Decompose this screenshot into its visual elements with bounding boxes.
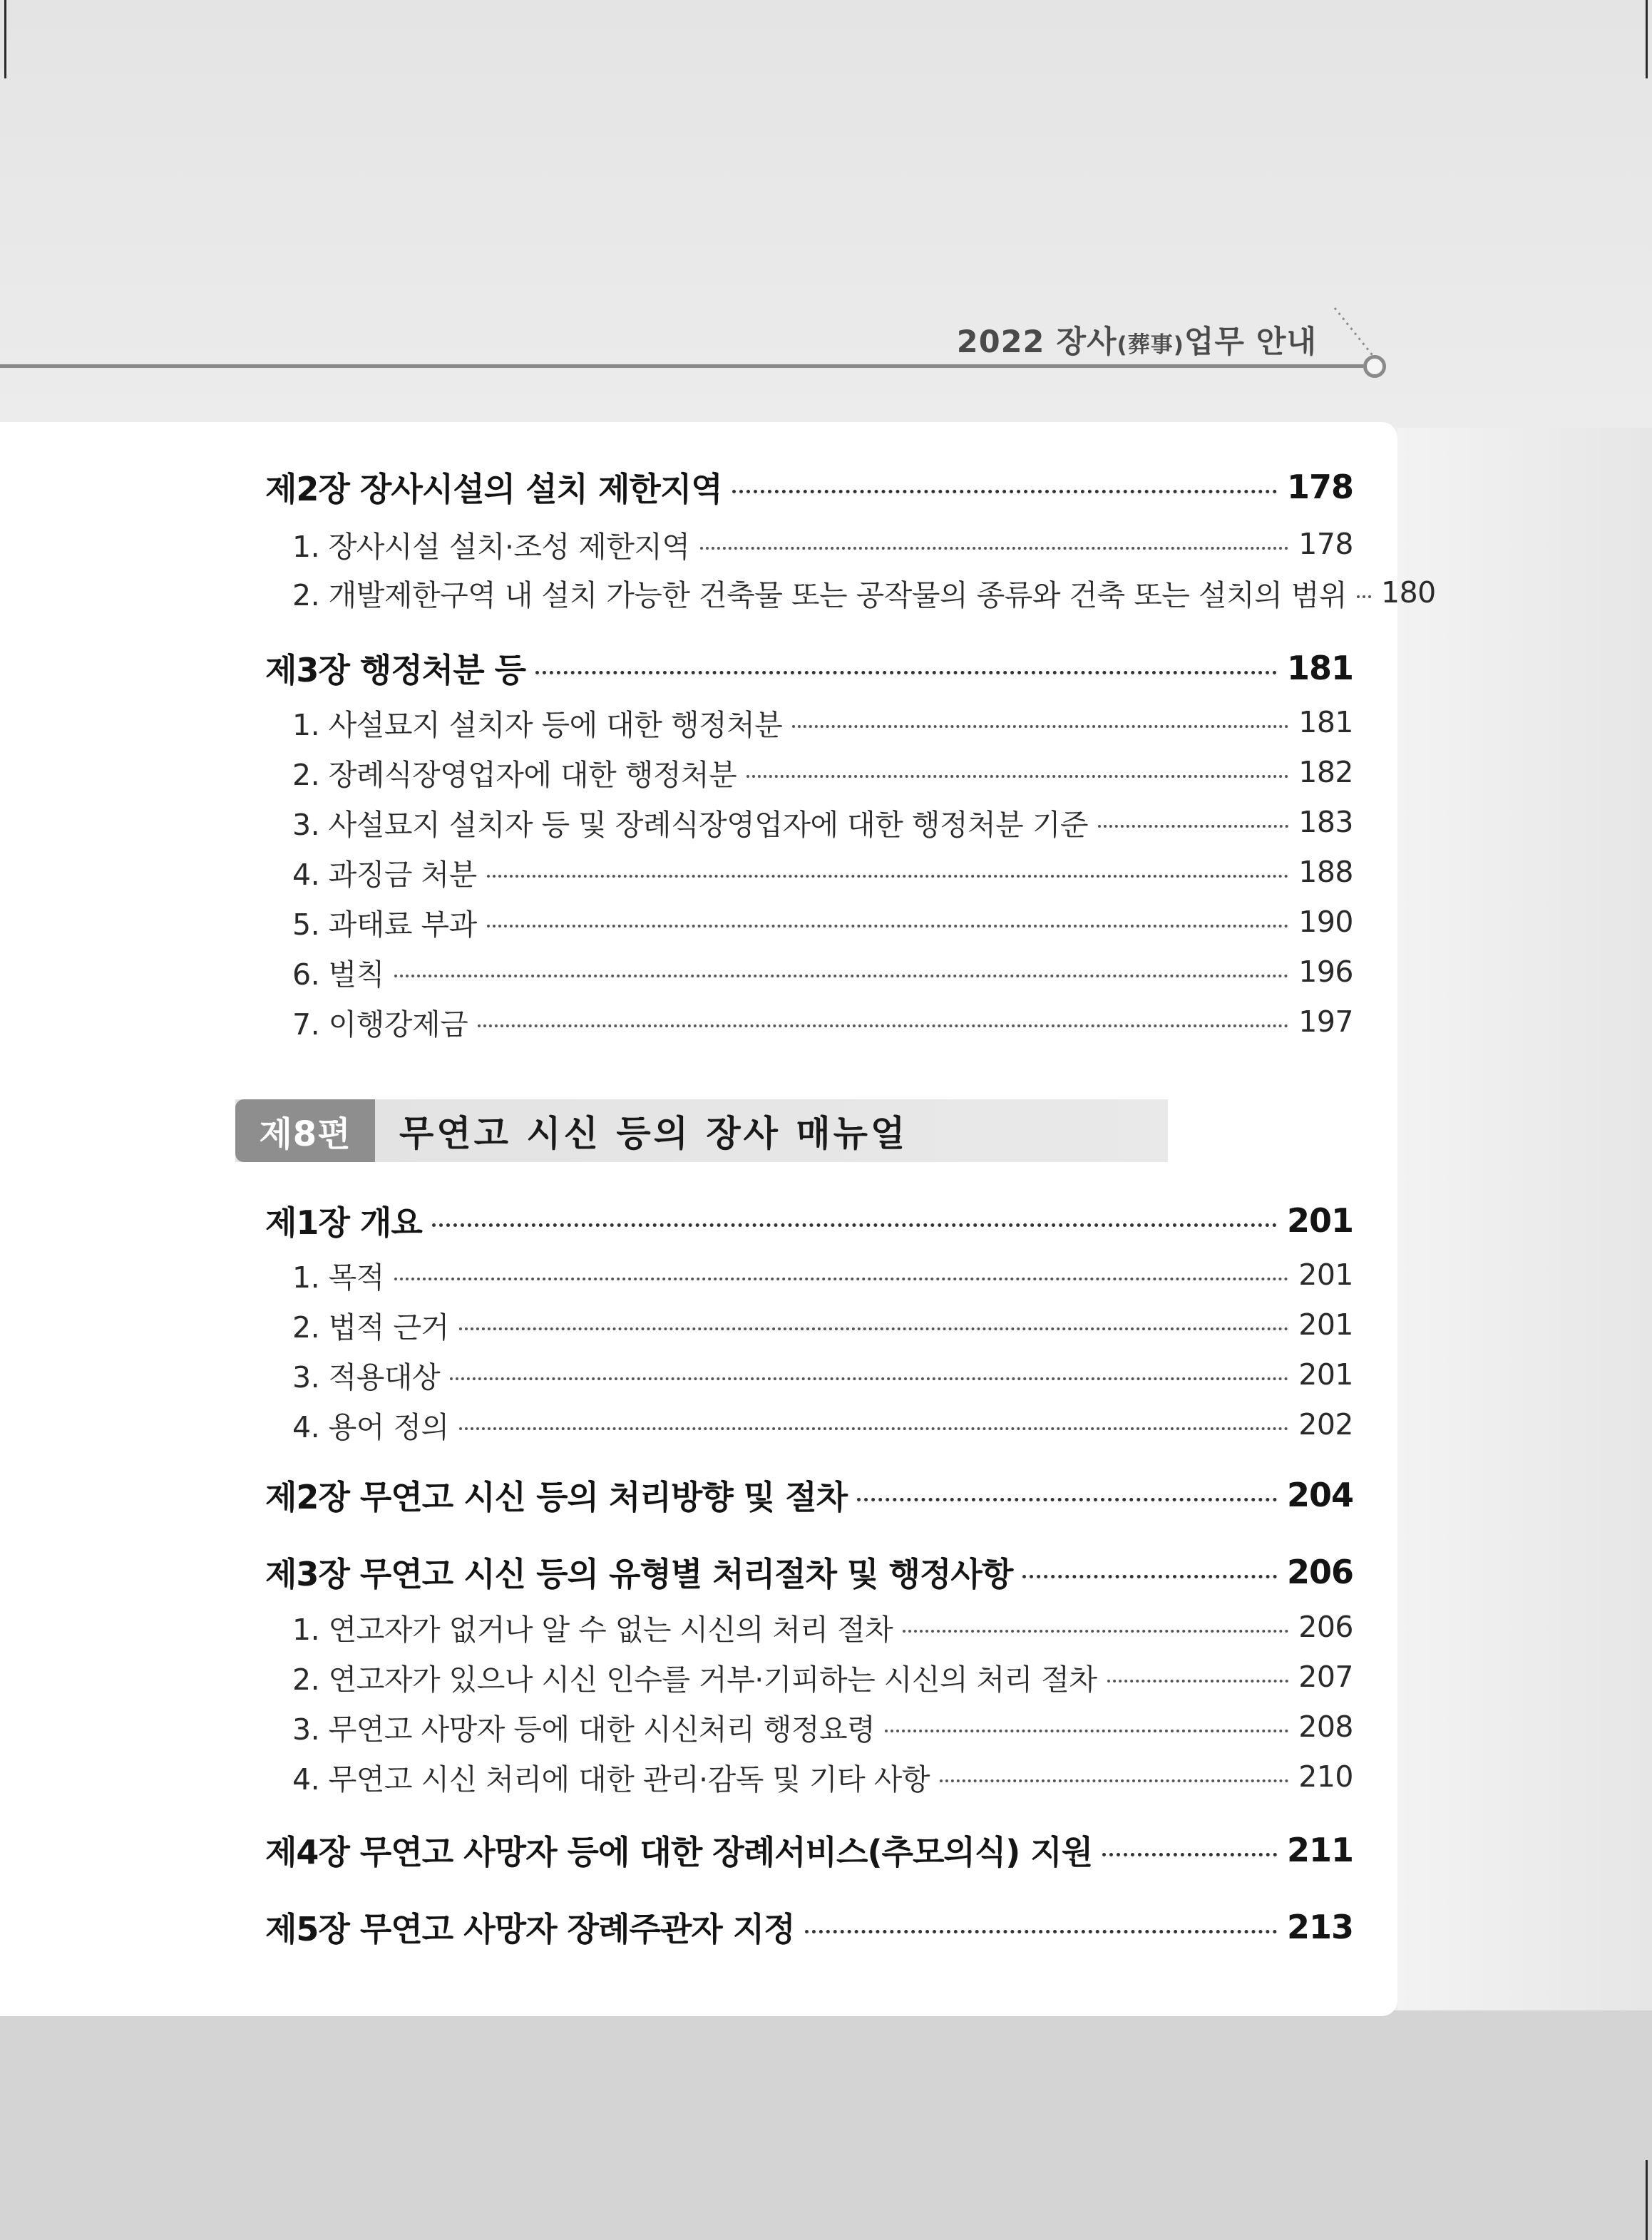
toc-section-entry bbox=[292, 852, 1353, 892]
crop-mark bbox=[4, 0, 6, 78]
toc-chapter-entry bbox=[265, 646, 1353, 690]
toc-page-number: 202 bbox=[1298, 1407, 1353, 1442]
toc-entry-label: 4. 무연고 시신 처리에 대한 관리·감독 및 기타 사항 bbox=[292, 1762, 930, 1797]
toc-section-entry bbox=[292, 1657, 1353, 1697]
toc-entry-label: 1. 사설묘지 설치자 등에 대한 행정처분 bbox=[292, 707, 783, 742]
toc-page-number: 188 bbox=[1298, 855, 1353, 889]
toc-entry-label: 제2장 무연고 시신 등의 처리방향 및 절차 bbox=[265, 1478, 848, 1516]
toc-page-number: 181 bbox=[1298, 705, 1353, 739]
toc-chapter-entry bbox=[265, 1905, 1353, 1949]
toc-dot-leader bbox=[747, 775, 1288, 778]
toc-dot-leader bbox=[903, 1630, 1288, 1633]
toc-dot-leader bbox=[857, 1498, 1277, 1501]
toc-dot-leader bbox=[478, 1024, 1288, 1027]
toc-entry-label: 4. 과징금 처분 bbox=[292, 857, 477, 892]
toc-entry-label: 3. 사설묘지 설치자 등 및 장례식장영업자에 대한 행정처분 기준 bbox=[292, 807, 1089, 842]
toc-page-number: 178 bbox=[1286, 468, 1353, 506]
toc-entry-label: 5. 과태료 부과 bbox=[292, 907, 477, 942]
toc-dot-leader bbox=[940, 1779, 1288, 1782]
toc-page-number: 190 bbox=[1298, 905, 1353, 939]
toc-page-number: 206 bbox=[1286, 1553, 1353, 1591]
toc-dot-leader bbox=[459, 1327, 1289, 1330]
toc-dot-leader bbox=[432, 1223, 1277, 1227]
toc-dot-leader bbox=[732, 490, 1277, 493]
running-header-prefix: 2022 장사 bbox=[956, 324, 1117, 360]
toc-dot-leader bbox=[1357, 595, 1371, 598]
crop-mark bbox=[1646, 0, 1648, 78]
running-header-hanja: (葬事) bbox=[1117, 332, 1184, 358]
toc-entry-label: 제5장 무연고 사망자 장례주관자 지정 bbox=[265, 1910, 795, 1948]
header-circle-ornament bbox=[1363, 355, 1386, 378]
toc-entry-label: 1. 장사시설 설치·조성 제한지역 bbox=[292, 529, 690, 564]
toc-page-number: 201 bbox=[1298, 1258, 1353, 1292]
crop-mark bbox=[1646, 2160, 1648, 2240]
toc-entry-label: 제3장 무연고 시신 등의 유형별 처리절차 및 행정사항 bbox=[265, 1555, 1013, 1593]
toc-dot-leader bbox=[805, 1930, 1277, 1933]
toc-chapter-entry bbox=[265, 1198, 1353, 1243]
toc-section-entry bbox=[292, 1305, 1353, 1345]
toc-entry-label: 제3장 행정처분 등 bbox=[265, 651, 526, 689]
toc-section-entry bbox=[292, 802, 1353, 842]
toc-dot-leader bbox=[1107, 1680, 1289, 1682]
toc-page-number: 210 bbox=[1298, 1759, 1353, 1794]
page-background-right bbox=[1397, 428, 1652, 2010]
toc-dot-leader bbox=[1098, 825, 1288, 828]
toc-section-entry bbox=[292, 1607, 1353, 1647]
toc-section-entry bbox=[292, 952, 1353, 992]
toc-entry-label: 1. 목적 bbox=[292, 1260, 384, 1295]
toc-dot-leader bbox=[394, 975, 1288, 977]
toc-dot-leader bbox=[487, 875, 1289, 878]
toc-page-number: 201 bbox=[1286, 1201, 1353, 1240]
running-header-suffix: 업무 안내 bbox=[1184, 324, 1317, 360]
toc-page-number: 183 bbox=[1298, 805, 1353, 839]
toc-entry-label: 3. 무연고 사망자 등에 대한 시신처리 행정요령 bbox=[292, 1712, 876, 1747]
toc-page-number: 178 bbox=[1298, 527, 1353, 561]
toc-dot-leader bbox=[535, 671, 1277, 674]
toc-dot-leader bbox=[459, 1427, 1289, 1430]
toc-dot-leader bbox=[1102, 1853, 1277, 1856]
toc-page-number: 206 bbox=[1298, 1610, 1353, 1644]
toc-page-number: 197 bbox=[1298, 1005, 1353, 1039]
toc-section-entry bbox=[292, 1757, 1353, 1797]
toc-entry-label: 2. 장례식장영업자에 대한 행정처분 bbox=[292, 757, 737, 792]
part-badge: 제8편 bbox=[235, 1099, 375, 1162]
toc-section-entry bbox=[292, 702, 1353, 742]
toc-page-number: 180 bbox=[1381, 575, 1436, 610]
toc-dot-leader bbox=[394, 1278, 1288, 1280]
toc-chapter-entry bbox=[265, 1550, 1353, 1594]
page-background-bottom bbox=[0, 2010, 1652, 2240]
toc-page-number: 182 bbox=[1298, 755, 1353, 789]
toc-entry-label: 4. 용어 정의 bbox=[292, 1409, 449, 1444]
toc-page-number: 201 bbox=[1298, 1357, 1353, 1392]
toc-section-entry bbox=[292, 1355, 1353, 1394]
toc-section-entry bbox=[292, 572, 1436, 612]
toc-dot-leader bbox=[450, 1377, 1288, 1380]
toc-dot-leader bbox=[792, 725, 1288, 728]
toc-dot-leader bbox=[700, 547, 1289, 550]
toc-entry-label: 6. 벌칙 bbox=[292, 957, 384, 992]
part-title: 무연고 시신 등의 장사 매뉴얼 bbox=[399, 1113, 908, 1154]
toc-page-number: 213 bbox=[1286, 1908, 1353, 1946]
header-rule bbox=[0, 364, 1363, 368]
toc-entry-label: 제2장 장사시설의 설치 제한지역 bbox=[265, 470, 722, 508]
toc-page-number: 204 bbox=[1286, 1476, 1353, 1514]
toc-dot-leader bbox=[1022, 1575, 1277, 1578]
toc-page-number: 211 bbox=[1286, 1831, 1353, 1869]
toc-entry-label: 제1장 개요 bbox=[265, 1203, 422, 1242]
toc-page-number: 181 bbox=[1286, 649, 1353, 687]
toc-entry-label: 제4장 무연고 사망자 등에 대한 장례서비스(추모의식) 지원 bbox=[265, 1833, 1093, 1871]
page-background-top bbox=[0, 0, 1652, 428]
running-header-title bbox=[957, 318, 1317, 361]
toc-section-entry bbox=[292, 1404, 1353, 1444]
toc-section-entry bbox=[292, 1002, 1353, 1042]
toc-dot-leader bbox=[885, 1730, 1288, 1732]
toc-section-entry bbox=[292, 752, 1353, 792]
toc-entry-label: 3. 적용대상 bbox=[292, 1360, 441, 1394]
toc-page-number: 208 bbox=[1298, 1710, 1353, 1744]
toc-entry-label: 2. 법적 근거 bbox=[292, 1310, 449, 1345]
toc-entry-label: 2. 개발제한구역 내 설치 가능한 건축물 또는 공작물의 종류와 건축 또는 설치의 범위 bbox=[292, 577, 1348, 612]
toc-page-number: 196 bbox=[1298, 955, 1353, 989]
toc-page-number: 201 bbox=[1298, 1307, 1353, 1342]
toc-chapter-entry bbox=[265, 1828, 1353, 1872]
toc-dot-leader bbox=[487, 925, 1289, 928]
toc-section-entry bbox=[292, 1255, 1353, 1295]
toc-entry-label: 1. 연고자가 없거나 알 수 없는 시신의 처리 절차 bbox=[292, 1612, 893, 1647]
toc-page-number: 207 bbox=[1298, 1660, 1353, 1694]
toc-entry-label: 2. 연고자가 있으나 시신 인수를 거부·기피하는 시신의 처리 절차 bbox=[292, 1662, 1097, 1697]
toc-chapter-entry bbox=[265, 465, 1353, 509]
toc-section-entry bbox=[292, 524, 1353, 564]
toc-section-entry bbox=[292, 902, 1353, 942]
toc-chapter-entry bbox=[265, 1473, 1353, 1517]
toc-entry-label: 7. 이행강제금 bbox=[292, 1007, 468, 1042]
toc-section-entry bbox=[292, 1707, 1353, 1747]
